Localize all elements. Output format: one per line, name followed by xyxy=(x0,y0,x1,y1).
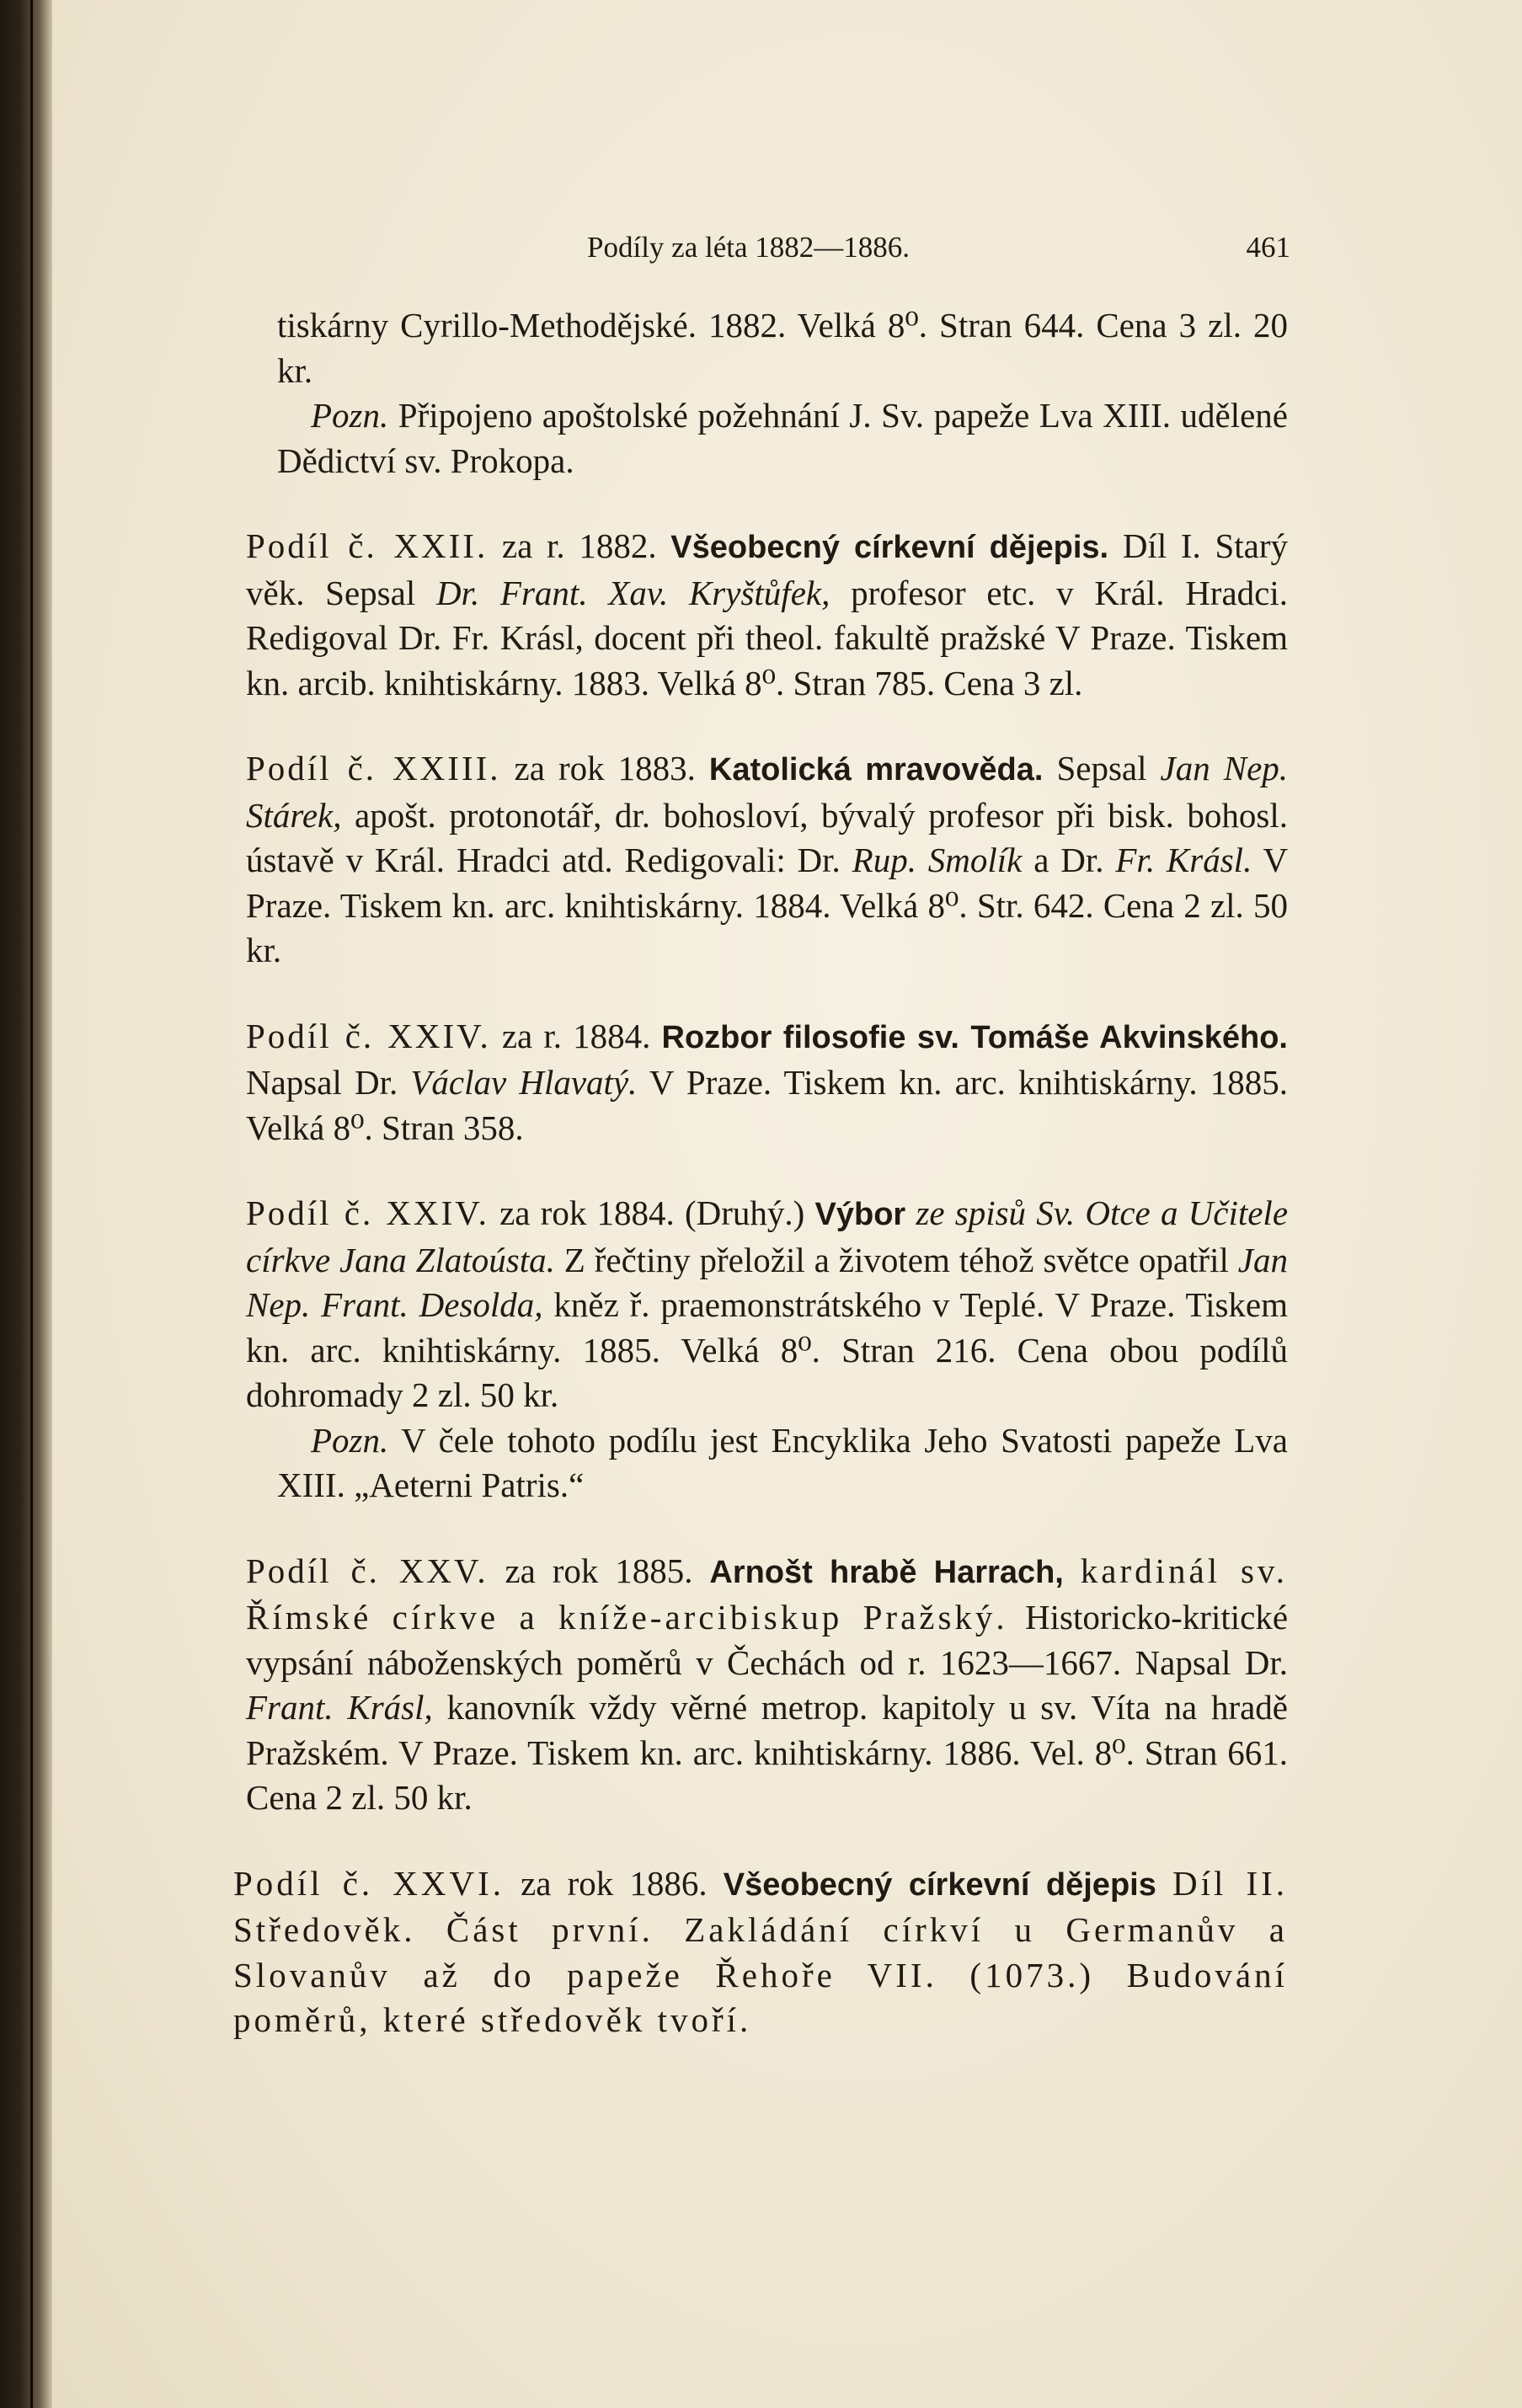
page-header xyxy=(587,231,1290,273)
entry-continuation: tiskárny Cyrillo-Methodějské. 1882. Velká 8⁰. Stran 644. Cena 3 zl. 20 kr. xyxy=(277,306,1288,390)
entry-xxiii: Podíl č. XXIII. za rok 1883. Katolická mravověda. Sepsal Jan Nep. Stárek, apošt. protonotář, dr. bohosloví, bývalý profesor při bisk. bohosl. ústavě v Král. Hradci atd. Redigovali: Dr. Rup. Smolík a Dr. Fr. Krásl. V Praze. Tiskem kn. arc. knihtiskárny. 1884. Velká 8⁰. Str. 642. Cena 2 zl. 50 kr. xyxy=(246,749,1289,969)
note-xxiv-second: Pozn. V čele tohoto podílu jest Encyklika Jeho Svatosti papeže Lva XIII. „Aeterni Patris.“ xyxy=(277,1420,1288,1504)
entry-xxiv: Podíl č. XXIV. za r. 1884. Rozbor filosofie sv. Tomáše Akvinského. Napsal Dr. Václav Hlavatý. V Praze. Tiskem kn. arc. knihtiskárny. 1885. Velká 8⁰. Stran 358. xyxy=(246,1016,1288,1147)
page-body xyxy=(233,303,1289,2084)
entry-xxv: Podíl č. XXV. za rok 1885. Arnošt hrabě Harrach, kardinál sv. Římské církve a kníže-arcibiskup Pražský. Historicko-kritické vypsání náboženských poměrů v Čechách od r. 1623—1667. Napsal Dr. Frant. Krásl, kanovník vždy věrné metrop. kapitoly u sv. Víta na hradě Pražském. V Praze. Tiskem kn. arc. knihtiskárny. 1886. Vel. 8⁰. Stran 661. Cena 2 zl. 50 kr. xyxy=(246,1551,1289,1817)
book-spine-shadow xyxy=(0,0,52,2408)
binding-edge xyxy=(30,0,33,2408)
entry-xxiv-second: Podíl č. XXIV. za rok 1884. (Druhý.) Výbor ze spisů Sv. Otce a Učitele církve Jana Zlatoústa. Z řečtiny přeložil a životem téhož světce opatřil Jan Nep. Frant. Desolda, kněz ř. praemonstrátského v Teplé. V Praze. Tiskem kn. arc. knihtiskárny. 1885. Velká 8⁰. Stran 216. Cena obou podílů dohromady 2 zl. 50 kr. xyxy=(246,1193,1289,1414)
page-number: 461 xyxy=(1246,231,1290,264)
entry-xxvi: Podíl č. XXVI. za rok 1886. Všeobecný církevní dějepis Díl II. Středověk. Část první. Zakládání církví u Germanův a Slovanův až do papeže Řehoře VII. (1073.) Budování poměrů, které středověk tvoří. xyxy=(233,1863,1289,2039)
entry-xxii: Podíl č. XXII. za r. 1882. Všeobecný církevní dějepis. Díl I. Starý věk. Sepsal Dr. Frant. Xav. Kryštůfek, profesor etc. v Král. Hradci. Redigoval Dr. Fr. Krásl, docent při theol. fakultě pražské V Praze. Tiskem kn. arcib. knihtiskárny. 1883. Velká 8⁰. Stran 785. Cena 3 zl. xyxy=(246,526,1289,702)
note-continuation: Pozn. Připojeno apoštolské požehnání J. Sv. papeže Lva XIII. udělené Dědictví sv. Prokopa. xyxy=(277,396,1289,480)
running-title: Podíly za léta 1882—1886. xyxy=(587,231,911,264)
